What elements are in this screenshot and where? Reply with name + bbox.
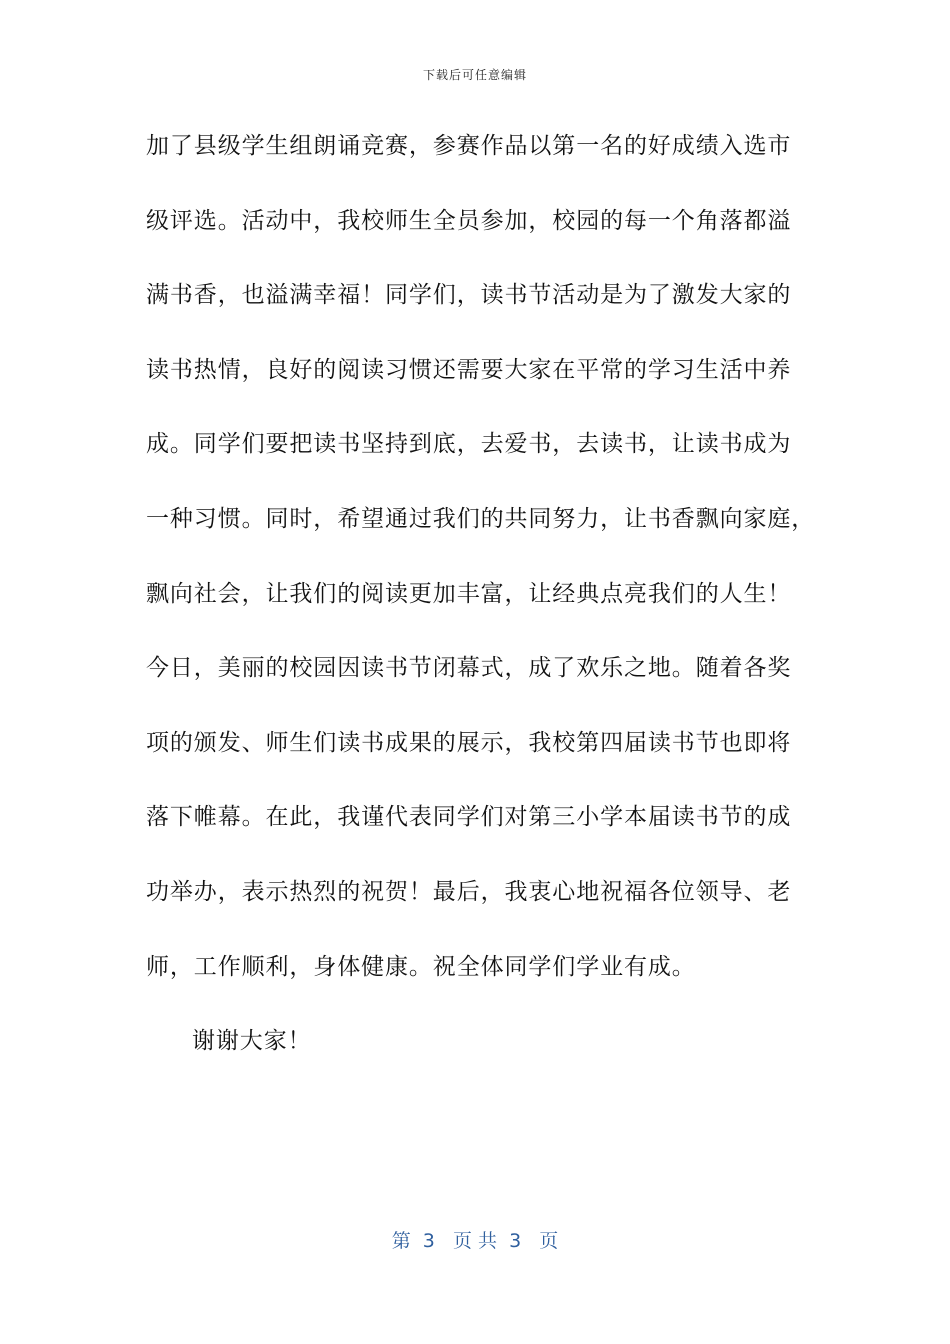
- body-line: 加了县级学生组朗诵竞赛，参赛作品以第一名的好成绩入选市: [146, 133, 792, 159]
- body-line: 级评选。活动中，我校师生全员参加，校园的每一个角落都溢: [146, 207, 792, 234]
- body-line: 师，工作顺利，身体健康。祝全体同学们学业有成。: [146, 953, 696, 980]
- body-line: 今日，美丽的校园因读书节闭幕式，成了欢乐之地。随着各奖: [146, 655, 792, 682]
- closing-line: 谢谢大家！: [192, 1028, 312, 1055]
- body-line: 一种习惯。同时，希望通过我们的共同努力，让书香飘向家庭，: [146, 505, 816, 532]
- body-line: 落下帷幕。在此，我谨代表同学们对第三小学本届读书节的成: [146, 804, 792, 831]
- body-line: 飘向社会，让我们的阅读更加丰富，让经典点亮我们的人生！: [146, 580, 792, 607]
- page-header: 下载后可任意编辑: [422, 68, 527, 82]
- document-body: [146, 126, 816, 1096]
- body-line: 项的颁发、师生们读书成果的展示，我校第四届读书节也即将: [146, 729, 792, 756]
- body-line: 功举办，表示热烈的祝贺！最后，我衷心地祝福各位领导、老: [146, 878, 792, 905]
- body-line: 满书香，也溢满幸福！同学们，读书节活动是为了激发大家的: [146, 282, 792, 309]
- body-line: 成。同学们要把读书坚持到底，去爱书，去读书，让读书成为: [146, 431, 792, 458]
- body-line: 读书热情，良好的阅读习惯还需要大家在平常的学习生活中养: [146, 356, 792, 383]
- page-number-footer: 第 3 页 共 3 页: [391, 1230, 559, 1252]
